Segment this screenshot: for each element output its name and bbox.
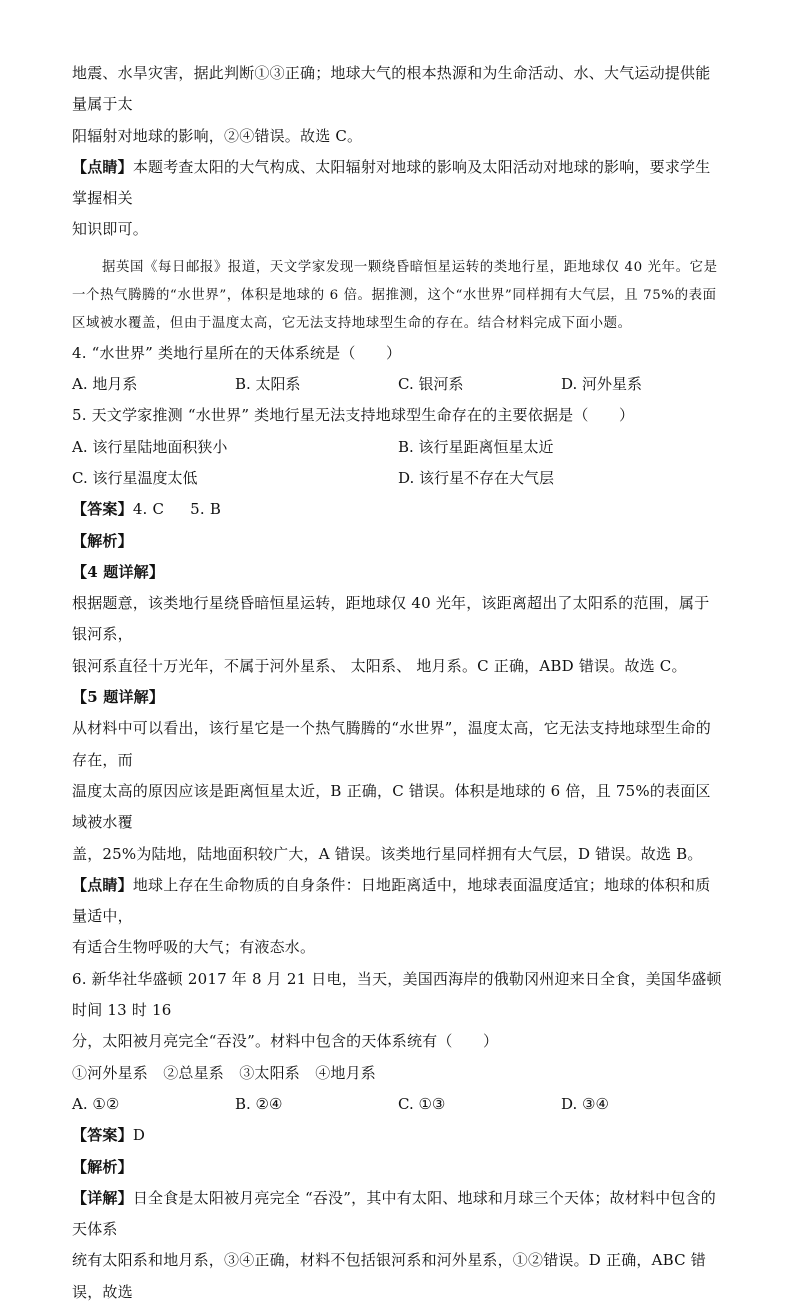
question-5-options-row-1 <box>72 432 724 463</box>
answer-5: 5. B <box>190 500 222 519</box>
option-a: A. 该行星陆地面积狭小 <box>72 437 228 456</box>
option-a: A. 地月系 <box>72 375 138 394</box>
analysis-6-label: 【解析】 <box>72 1157 133 1176</box>
detail-5-tag: 【5 题详解】 <box>72 688 165 707</box>
material-line-3: 区域被水覆盖，但由于温度太高，它无法支持地球型生命的存在。结合材料完成下面小题。 <box>72 315 632 331</box>
material-line-2: 一个热气腾腾的“水世界”，体积是地球的 6 倍。据推测，这个“水世界”同样拥有大气层，且 75%的表面 <box>72 287 717 303</box>
document-page <box>72 58 724 1308</box>
detail-6-line-2: 统有太阳系和地月系，③④正确，材料不包括银河系和河外星系，①②错误。D 正确，ABC 错误，故选 <box>72 1251 706 1301</box>
comment-2 <box>72 870 724 933</box>
option-b: B. ②④ <box>235 1094 283 1113</box>
question-5-stem: 5. 天文学家推测 “水世界” 类地行星无法支持地球型生命存在的主要依据是（ ） <box>72 406 635 425</box>
detail-4-line-1: 根据题意，该类地行星绕昏暗恒星运转，距地球仅 40 光年，该距离超出了太阳系的范围，属于银河系， <box>72 594 710 644</box>
option-b: B. 太阳系 <box>235 375 301 394</box>
comment-1 <box>72 152 724 215</box>
material-line-1: 据英国《每日邮报》报道，天文学家发现一颗绕昏暗恒星运转的类地行星，距地球仅 40 光年。它是 <box>102 259 718 275</box>
comment-2-line-2: 有适合生物呼吸的大气；有液态水。 <box>72 938 316 957</box>
option-c: C. ①③ <box>398 1094 446 1113</box>
comment-1-line-1: 本题考查太阳的大气构成、太阳辐射对地球的影响及太阳活动对地球的影响，要求学生掌握相关 <box>72 157 711 208</box>
answer-tag: 【答案】 <box>72 500 133 519</box>
detail-6-line-1: 日全食是太阳被月亮完全 “吞没”，其中有太阳、地球和月球三个天体；故材料中包含的天体系 <box>72 1188 716 1239</box>
answer-6 <box>72 1120 724 1151</box>
analysis-label: 【解析】 <box>72 531 133 550</box>
answer-4-5 <box>72 494 724 525</box>
detail-4-tag: 【4 题详解】 <box>72 562 165 581</box>
comment-tag: 【点睛】 <box>72 875 133 894</box>
detail-6 <box>72 1183 724 1246</box>
detail-4-line-2: 银河系直径十万光年，不属于河外星系、 太阳系、 地月系。C 正确，ABD 错误。故选 C。 <box>72 656 687 675</box>
comment-1-line-2: 知识即可。 <box>72 220 149 239</box>
question-5-options-row-2 <box>72 463 724 494</box>
answer-4: 4. C <box>132 500 165 519</box>
option-d: D. 该行星不存在大气层 <box>398 468 555 487</box>
question-6-items: ①河外星系 ②总星系 ③太阳系 ④地月系 <box>72 1063 377 1082</box>
option-d: D. 河外星系 <box>561 375 643 394</box>
detail-5-line-2: 温度太高的原因应该是距离恒星太近，B 正确，C 错误。体积是地球的 6 倍，且 75%的表面区域被水覆 <box>72 781 711 832</box>
comment-tag: 【点睛】 <box>72 157 133 176</box>
option-c: C. 该行星温度太低 <box>72 468 198 487</box>
question-4-options <box>72 369 724 400</box>
option-c: C. 银河系 <box>398 375 464 394</box>
detail-5-line-1: 从材料中可以看出，该行星它是一个热气腾腾的“水世界”，温度太高，它无法支持地球型生命的存在，而 <box>72 719 711 769</box>
answer-6-value: D <box>132 1126 146 1145</box>
detail-6-tag: 【详解】 <box>72 1188 133 1207</box>
detail-5-line-3: 盖，25%为陆地，陆地面积较广大，A 错误。该类地行星同样拥有大气层，D 错误。故选 B。 <box>72 844 703 863</box>
comment-2-line-1: 地球上存在生命物质的自身条件：日地距离适中，地球表面温度适宜；地球的体积和质量适中， <box>72 875 711 926</box>
option-a: A. ①② <box>72 1094 120 1113</box>
intro-line-1: 地震、水旱灾害，据此判断①③正确；地球大气的根本热源和为生命活动、水、大气运动提供能量属于太 <box>72 64 711 114</box>
question-4-stem: 4. “水世界” 类地行星所在的天体系统是（ ） <box>72 343 402 362</box>
question-6-line-2: 分，太阳被月亮完全“吞没”。材料中包含的天体系统有（ ） <box>72 1032 499 1051</box>
option-d: D. ③④ <box>561 1094 609 1113</box>
question-6-options <box>72 1089 724 1120</box>
option-b: B. 该行星距离恒星太近 <box>398 437 554 456</box>
question-6-line-1: 6. 新华社华盛顿 2017 年 8 月 21 日电，当天，美国西海岸的俄勒冈州迎来日全食，美国华盛顿时间 13 时 16 <box>72 969 722 1020</box>
answer-tag: 【答案】 <box>72 1126 133 1145</box>
intro-line-2: 阳辐射对地球的影响，②④错误。故选 C。 <box>72 126 363 145</box>
